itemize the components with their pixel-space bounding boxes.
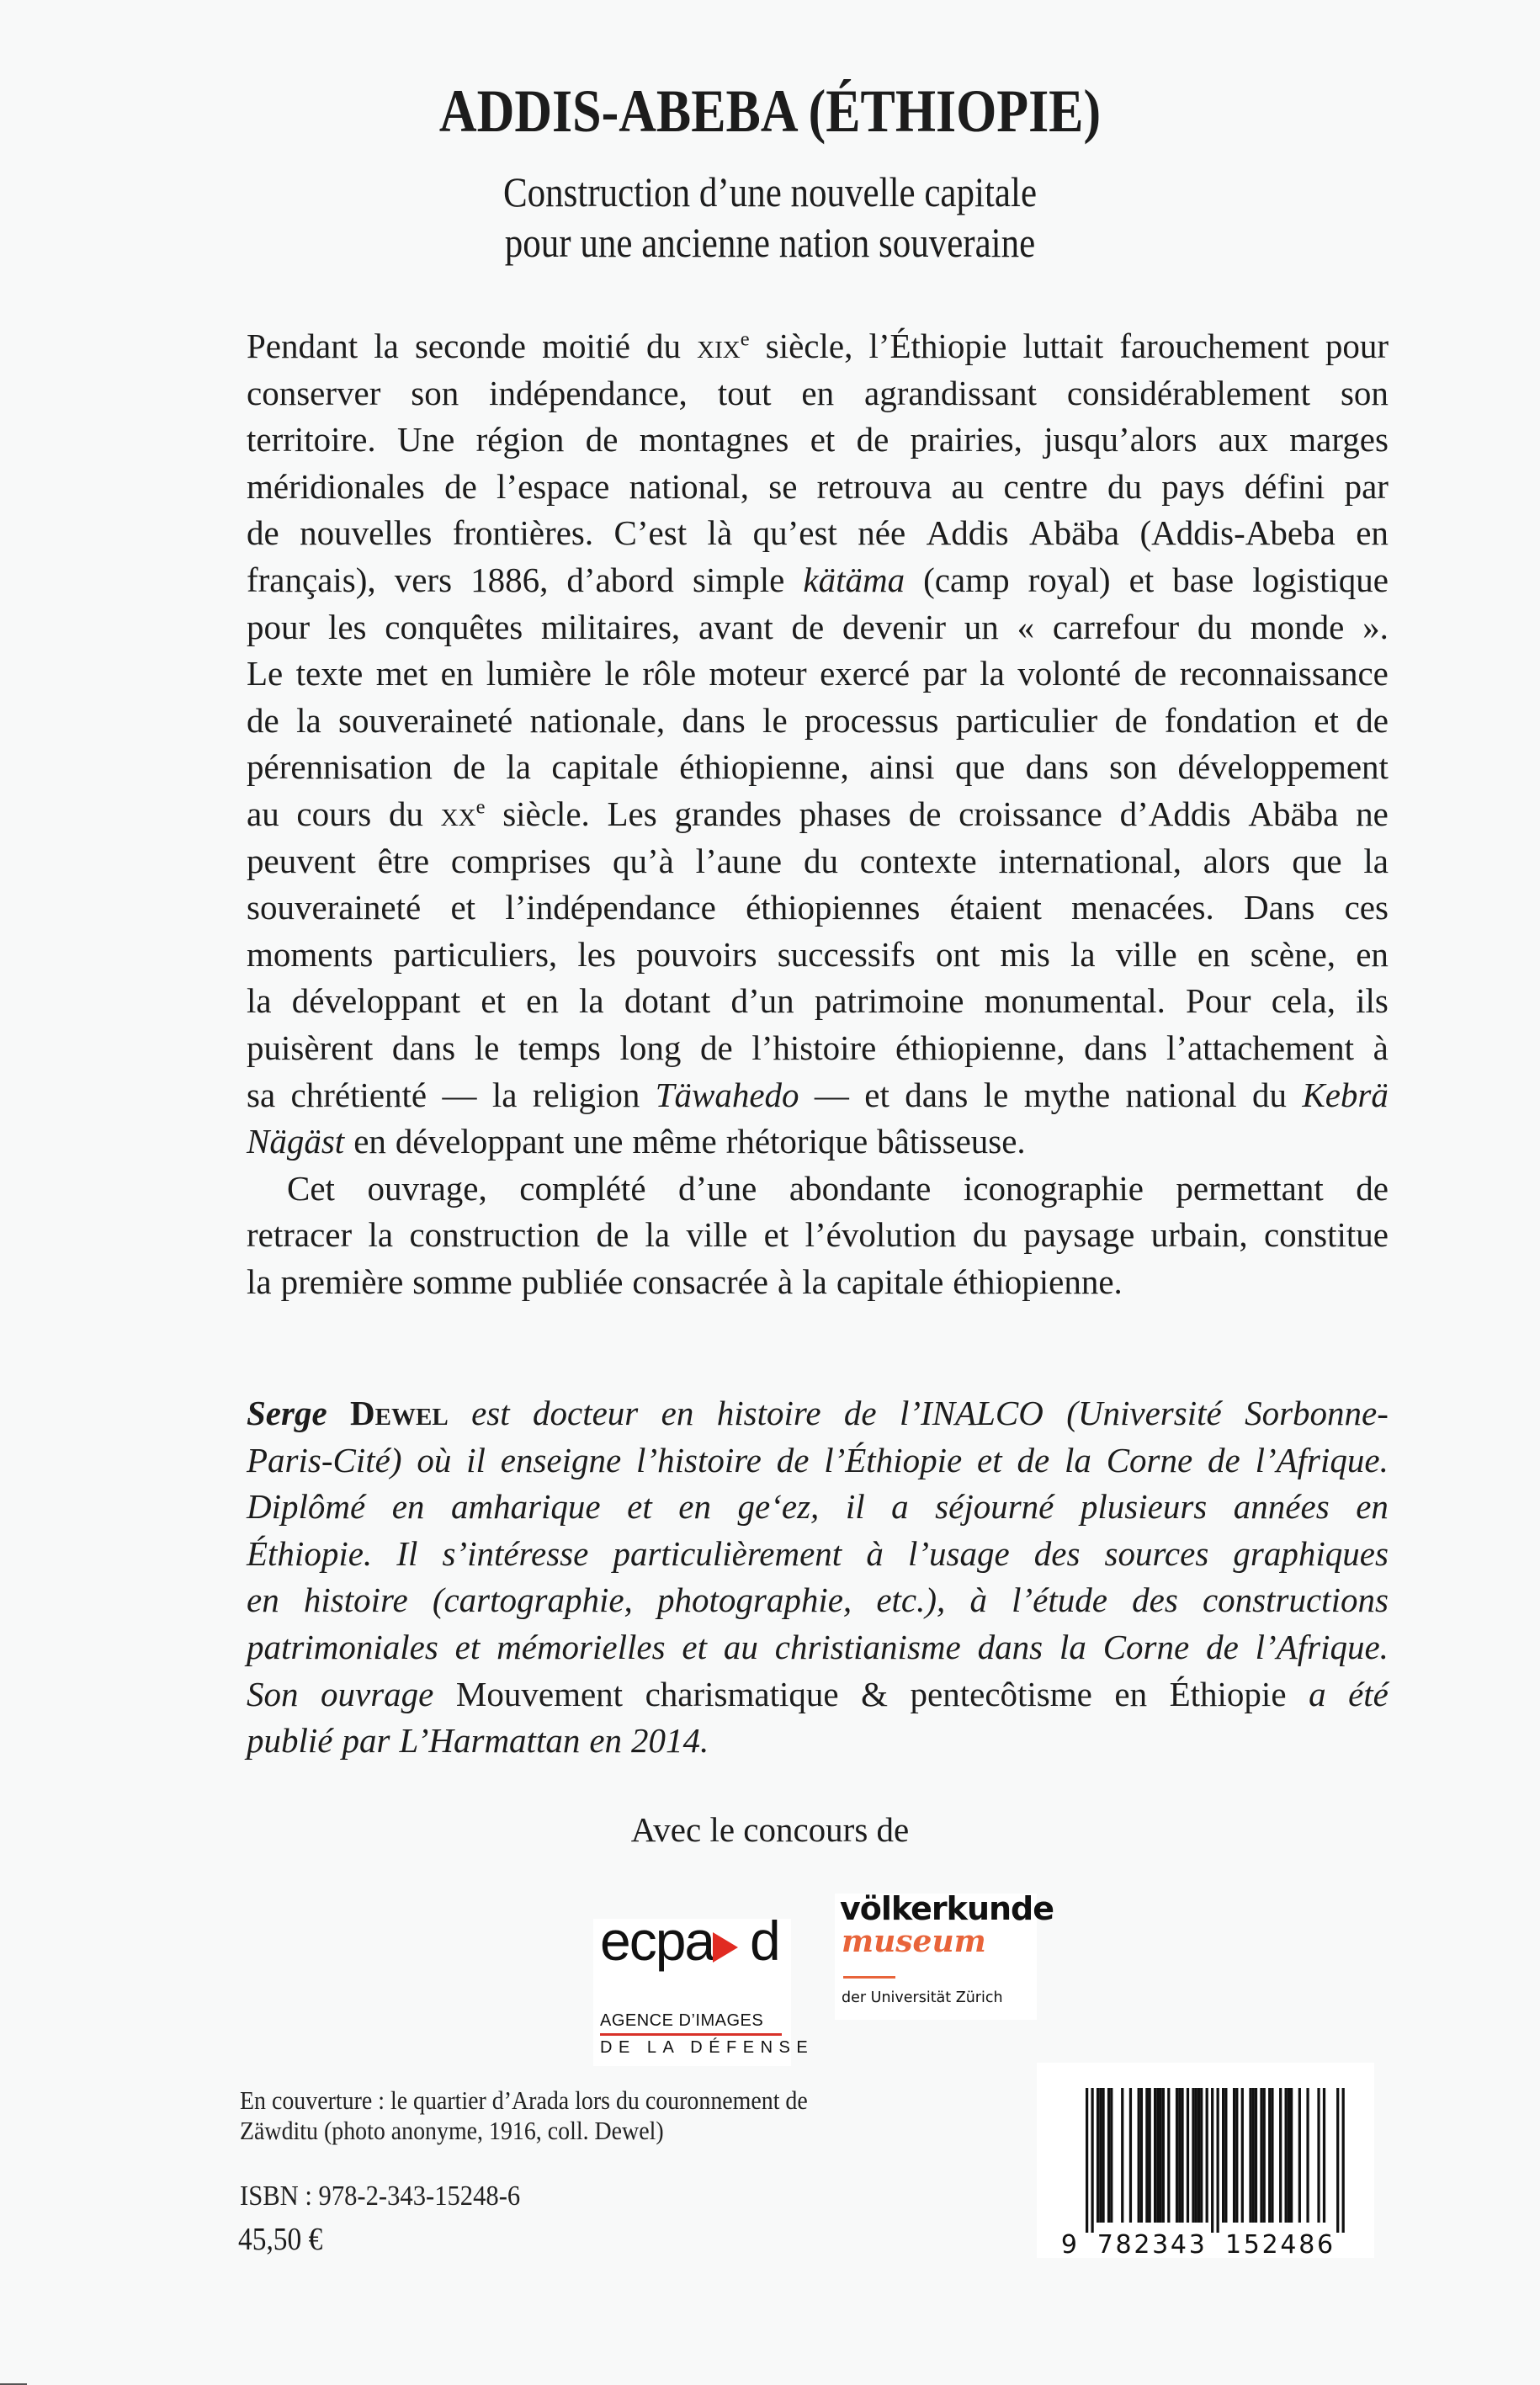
barcode-bar <box>1233 2088 1235 2223</box>
barcode-bar <box>1298 2088 1301 2223</box>
book-subtitle-line-2: pour une ancienne nation souveraine <box>504 219 1036 266</box>
barcode-bar <box>1263 2088 1266 2223</box>
text-line: méridionales de l’espace national, se retrouva au centre du pays défini par <box>247 466 1389 506</box>
ecpad-tagline-1: AGENCE D’IMAGES <box>600 2011 764 2030</box>
barcode-bar <box>1260 2088 1262 2223</box>
barcode-digits-right: 152486 <box>1225 2230 1334 2258</box>
barcode-bar <box>1241 2088 1244 2223</box>
text-line: Paris-Cité) où il enseigne l’histoire de l’Éthiopie et de la Corne de l’Afrique. <box>247 1440 1389 1479</box>
barcode-bar <box>1200 2088 1203 2223</box>
text-line: en histoire (cartographie, photographie, etc.), à l’étude des constructions <box>247 1580 1389 1620</box>
play-triangle-icon <box>713 1932 738 1963</box>
barcode-bar <box>1222 2088 1224 2223</box>
barcode-bar <box>1110 2088 1113 2223</box>
barcode-bar <box>1138 2088 1140 2223</box>
barcode-bar <box>1224 2088 1227 2223</box>
text-line: pour les conquêtes militaires, avant de devenir un « carrefour du monde ». <box>247 607 1389 646</box>
text-line: patrimoniales et mémorielles et au christianisme dans la Corne de l’Afrique. <box>247 1627 1389 1666</box>
museum-divider <box>843 1976 895 1979</box>
isbn-barcode <box>1037 2063 1374 2258</box>
text-line: Serge Dewel est docteur en histoire de l’INALCO (Université Sorbonne- <box>247 1394 1389 1432</box>
barcode-bar <box>1249 2088 1251 2223</box>
barcode-bar <box>1206 2088 1208 2223</box>
barcode-bar <box>1279 2088 1282 2223</box>
text-line: pérennisation de la capitale éthiopienne, ainsi que dans son développement <box>247 747 1389 787</box>
barcode-bar <box>1290 2088 1293 2223</box>
barcode-bar <box>1252 2088 1255 2223</box>
ecpad-wordmark-left: ecpa <box>600 1910 714 1972</box>
summary-text <box>247 323 1389 1305</box>
barcode-bar <box>1342 2088 1345 2233</box>
barcode-bar <box>1107 2088 1110 2223</box>
barcode-graphic <box>1037 2063 1374 2258</box>
barcode-bar <box>1149 2088 1151 2223</box>
voelkerkunde-museum-logo <box>835 1890 1054 2020</box>
ecpad-logo <box>593 1910 815 2066</box>
ecpad-wordmark-right: d <box>750 1910 781 1972</box>
barcode-bar <box>1154 2088 1156 2223</box>
text-line: Son ouvrage Mouvement charismatique & pentecôtisme en Éthiopie a été <box>247 1674 1389 1713</box>
barcode-bar <box>1102 2088 1104 2223</box>
barcode-bar <box>1140 2088 1143 2223</box>
barcode-bar <box>1235 2088 1238 2223</box>
voelkerkunde-wordmark: völkerkunde <box>840 1890 1054 1927</box>
barcode-digits-left: 782343 <box>1097 2230 1205 2258</box>
barcode-bar <box>1121 2088 1123 2223</box>
barcode-bar <box>1211 2088 1213 2233</box>
text-line: français), vers 1886, d’abord simple kätäma (camp royal) et base logistique <box>247 560 1389 599</box>
barcode-bar <box>1255 2088 1257 2223</box>
text-line: Diplômé en amharique et en ge‘ez, il a séjourné plusieurs années en <box>247 1487 1389 1527</box>
text-line: la développant et en la dotant d’un patrimoine monumental. Pour cela, ils <box>247 981 1389 1021</box>
text-line: Pendant la seconde moitié du xix$^e$ siècle, l’Éthiopie luttait farouchement pour <box>247 327 1389 365</box>
text-line: publié par L’Harmattan en 2014. <box>247 1721 709 1761</box>
barcode-digit-first: 9 <box>1060 2230 1077 2258</box>
text-line: retracer la construction de la ville et l’évolution du paysage urbain, constitue <box>247 1215 1389 1255</box>
ecpad-tagline-2: DE LA DÉFENSE <box>600 2038 815 2057</box>
barcode-bar <box>1162 2088 1165 2223</box>
barcode-bar <box>1197 2088 1200 2223</box>
barcode-bar <box>1097 2088 1099 2223</box>
barcode-bar <box>1099 2088 1102 2223</box>
barcode-bar <box>1195 2088 1197 2223</box>
barcode-bar <box>1159 2088 1161 2223</box>
barcode-bar <box>1145 2088 1148 2223</box>
barcode-bar <box>1181 2088 1183 2223</box>
barcode-bar <box>1187 2088 1189 2223</box>
text-line: de la souveraineté nationale, dans le processus particulier de fondation et de <box>247 700 1389 740</box>
barcode-bar <box>1268 2088 1271 2223</box>
text-line: conserver son indépendance, tout en agrandissant considérablement son <box>247 373 1389 412</box>
text-line: Le texte met en lumière le rôle moteur exercé par la volonté de reconnaissance <box>247 654 1389 693</box>
text-line: au cours du $xx^e$ siècle. Les grandes phases de croissance d’Addis Abäba ne <box>247 794 1389 833</box>
barcode-bar <box>1217 2088 1219 2233</box>
text-line: souveraineté et l’indépendance éthiopiennes étaient menacées. Dans ces <box>247 888 1389 927</box>
barcode-bar <box>1091 2088 1093 2233</box>
barcode-bar <box>1192 2088 1194 2223</box>
summary-paragraph-1 <box>247 323 1389 1166</box>
barcode-bar <box>1129 2088 1132 2223</box>
museum-wordmark: museum <box>842 1924 986 1959</box>
text-line: Nägäst en développant une même rhétorique bâtisseuse. <box>247 1122 1026 1161</box>
book-title: ADDIS-ABEBA (ÉTHIOPIE) <box>438 77 1102 145</box>
barcode-bar <box>1285 2088 1288 2223</box>
barcode-bar <box>1086 2088 1088 2233</box>
barcode-bar <box>1317 2088 1320 2223</box>
text-line: territoire. Une région de montagnes et de prairies, jusqu’alors aux marges <box>247 420 1389 459</box>
barcode-bar <box>1336 2088 1339 2233</box>
price: 45,50 € <box>238 2222 323 2257</box>
text-line: peuvent être comprises qu’à l’aune du contexte international, alors que la <box>247 841 1389 880</box>
text-line: Éthiopie. Il s’intéresse particulièrement à l’usage des sources graphiques <box>247 1533 1389 1573</box>
ecpad-divider <box>600 2033 782 2036</box>
barcode-bar <box>1176 2088 1178 2223</box>
barcode-bar <box>1271 2088 1273 2223</box>
barcode-bar <box>1288 2088 1290 2223</box>
barcode-bar <box>1306 2088 1309 2223</box>
barcode-bar <box>1178 2088 1181 2223</box>
barcode-bar <box>1156 2088 1159 2223</box>
text-line: puisèrent dans le temps long de l’histoire éthiopienne, dans l’attachement à <box>247 1028 1389 1067</box>
barcode-bar <box>1323 2088 1325 2223</box>
isbn: ISBN : 978-2-343-15248-6 <box>240 2180 521 2212</box>
sponsors-label: Avec le concours de <box>630 1810 910 1849</box>
summary-paragraph-2 <box>247 1166 1389 1306</box>
book-subtitle-line-1: Construction d’une nouvelle capitale <box>502 168 1038 215</box>
text-line: moments particuliers, les pouvoirs successifs ont mis la ville en scène, en <box>247 934 1389 974</box>
text-line: Cet ouvrage, complété d’une abondante iconographie permettant de <box>287 1168 1389 1208</box>
cover-caption-line-2: Zäwditu (photo anonyme, 1916, coll. Dewel) <box>240 2116 664 2145</box>
text-line: sa chrétienté — la religion Täwahedo — et dans le mythe national du Kebrä <box>247 1075 1389 1114</box>
text-line: de nouvelles frontières. C’est là qu’est née Addis Abäba (Addis-Abeba en <box>247 513 1389 553</box>
barcode-bar <box>1167 2088 1170 2223</box>
university-line: der Universität Zürich <box>842 1989 1003 2006</box>
author-bio <box>247 1390 1389 1765</box>
cover-caption-line-1: En couverture : le quartier d’Arada lors du couronnement de <box>240 2085 808 2115</box>
text-line: la première somme publiée consacrée à la capitale éthiopienne. <box>247 1262 1123 1301</box>
